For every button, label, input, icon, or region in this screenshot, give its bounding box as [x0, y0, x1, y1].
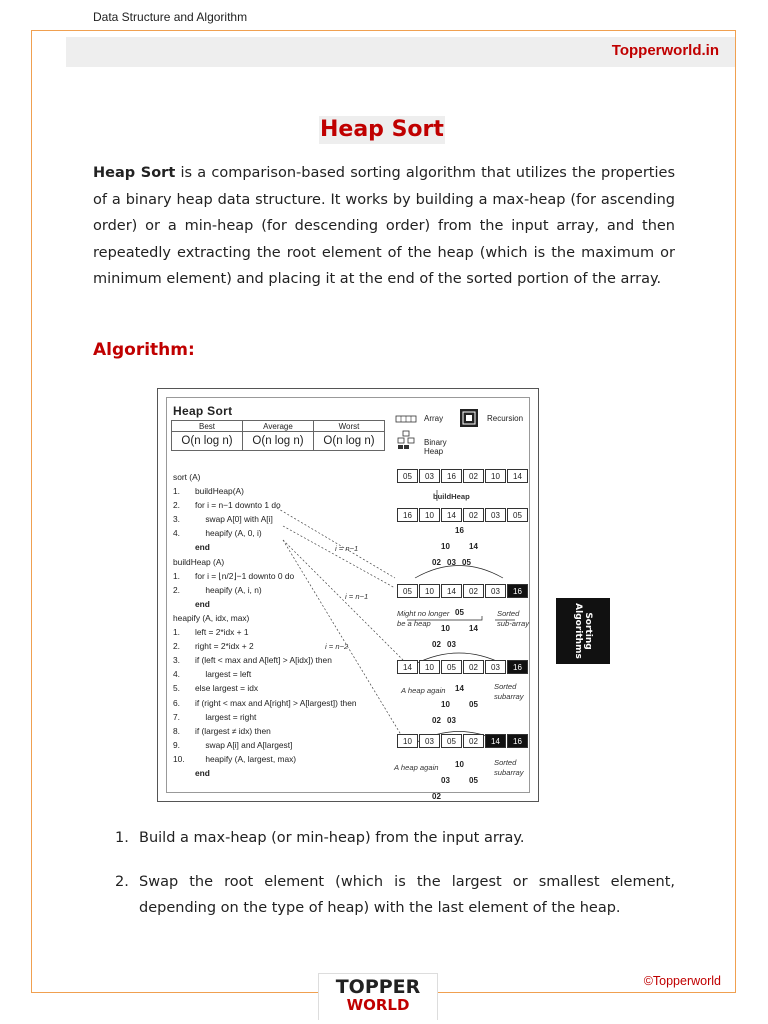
code-line-number: 2.	[173, 641, 180, 652]
code-line-text: buildHeap(A)	[195, 486, 244, 497]
code-line-text: largest = right	[203, 711, 257, 722]
code-line-number: 2.	[173, 500, 180, 511]
step-text: Swap the root element (which is the largest or smallest element, depending on the type of heap) with the last element of the heap.	[139, 873, 675, 917]
tree-node: 03	[447, 640, 456, 649]
label-i-n1: i = n−1	[335, 544, 359, 553]
side-tab-line2: Algorithms	[573, 603, 583, 659]
code-line-text: sort (A)	[173, 472, 201, 482]
array-row	[397, 734, 529, 748]
array-cell: 05	[397, 584, 418, 598]
array-cell: 14	[397, 660, 418, 674]
tree-node: 10	[441, 624, 450, 633]
array-cell: 10	[419, 584, 440, 598]
array-cell: 14	[441, 508, 462, 522]
array-cell: 16	[507, 584, 528, 598]
label-sorted-subarray: Sorted subarray	[494, 682, 524, 701]
tree-node: 10	[441, 700, 450, 709]
label-might-not-be-heap: Might no longer be a heap	[397, 609, 450, 628]
code-line-number: 4.	[173, 669, 180, 680]
sorting-algorithms-tab	[556, 598, 610, 664]
array-row	[397, 508, 529, 522]
tree-node: 14	[469, 542, 478, 551]
intro-paragraph	[93, 160, 675, 293]
array-cell: 10	[397, 734, 418, 748]
array-cell: 10	[419, 660, 440, 674]
code-line-number: 1.	[173, 627, 180, 638]
step-number: 2.	[115, 873, 129, 890]
array-cell: 16	[507, 660, 528, 674]
complexity-value: O(n log n)	[243, 432, 314, 451]
code-line-text: end	[195, 542, 210, 553]
code-line-text: heapify (A, i, n)	[203, 584, 262, 595]
code-line-text: for i = ⌊n/2⌋−1 downto 0 do	[195, 570, 295, 581]
array-cell: 10	[485, 469, 506, 483]
complexity-value: O(n log n)	[314, 432, 385, 451]
array-row	[397, 584, 529, 598]
code-line-number: 3.	[173, 655, 180, 666]
tree-node: 03	[447, 558, 456, 567]
tree-node: 05	[455, 608, 464, 617]
logo-line1: TOPPER	[335, 976, 421, 998]
array-cell: 03	[485, 584, 506, 598]
array-cell: 02	[463, 734, 484, 748]
code-line-text: swap A[i] and A[largest]	[203, 739, 293, 750]
legend-binary-heap: Binary Heap	[424, 438, 447, 456]
code-line-text: else largest = idx	[195, 683, 259, 694]
tree-node: 14	[455, 684, 464, 693]
site-bar	[66, 37, 735, 67]
code-line-text: if (largest ≠ idx) then	[195, 725, 271, 736]
tree-node: 05	[469, 700, 478, 709]
tree-node: 02	[432, 640, 441, 649]
tree-node: 14	[469, 624, 478, 633]
code-line-number: 1.	[173, 570, 180, 581]
tree-node: 03	[447, 716, 456, 725]
label-sorted-subarray-2: Sorted subarray	[494, 758, 524, 777]
legend-recursion: Recursion	[487, 414, 524, 423]
code-line-text: right = 2*idx + 2	[195, 641, 254, 652]
tree-node: 05	[462, 558, 471, 567]
code-line-text: end	[195, 598, 210, 609]
code-line-text: heapify (A, largest, max)	[203, 753, 297, 764]
step-item	[115, 825, 675, 852]
array-cell: 02	[463, 584, 484, 598]
code-line-number: 4.	[173, 528, 180, 539]
label-i-n1b: i = n−1	[345, 592, 369, 601]
heap-sort-figure	[157, 388, 539, 802]
site-name[interactable]: Topperworld.in	[611, 42, 719, 59]
tree-node: 10	[441, 542, 450, 551]
label-build-heap: buildHeap	[433, 492, 470, 501]
tree-node: 02	[432, 558, 441, 567]
code-line-text: end	[195, 767, 210, 778]
code-line-text: if (right < max and A[right] > A[largest]) then	[195, 697, 357, 708]
array-cell: 16	[441, 469, 462, 483]
array-cell: 16	[397, 508, 418, 522]
intro-bold-term: Heap Sort	[93, 165, 176, 181]
tree-node: 02	[432, 792, 441, 801]
document-title: Data Structure and Algorithm	[93, 10, 248, 24]
copyright: ©Topperworld	[643, 974, 721, 988]
legend-array: Array	[424, 414, 444, 423]
array-cell: 03	[419, 469, 440, 483]
complexity-header: Average	[243, 421, 314, 432]
array-cell: 02	[463, 469, 484, 483]
code-line-text: heapify (A, 0, i)	[203, 528, 262, 539]
side-tab-line1: Sorting	[583, 612, 593, 650]
complexity-header: Best	[172, 421, 243, 432]
array-row	[397, 660, 529, 674]
code-line-text: largest = left	[203, 669, 252, 680]
intro-text: is a comparison-based sorting algorithm that utilizes the properties of a binary heap data structure. It works by building a max-heap (for ascending order) or a min-heap (for descending order) from the input array, and then repeatedly extracting the root element of the heap (which is the maximum or minimum element) and placing it at the end of the sorted portion of the array.	[93, 165, 675, 288]
array-cell: 02	[463, 660, 484, 674]
array-cell: 03	[485, 508, 506, 522]
tree-node: 02	[432, 716, 441, 725]
figure-inner	[166, 397, 530, 801]
code-line-number: 3.	[173, 514, 180, 525]
complexity-value: O(n log n)	[172, 432, 243, 451]
code-line-text: swap A[0] with A[i]	[203, 514, 273, 525]
step-number: 1.	[115, 830, 129, 846]
label-i-n2: i = n−2	[325, 642, 349, 651]
code-line-number: 5.	[173, 683, 180, 694]
step-text: Build a max-heap (or min-heap) from the input array.	[139, 830, 525, 846]
array-cell: 16	[507, 734, 528, 748]
page-title: Heap Sort	[320, 117, 444, 142]
figure-title: Heap Sort	[173, 404, 233, 418]
code-line-number: 10.	[173, 753, 185, 764]
algorithm-steps	[115, 825, 675, 939]
array-cell: 03	[485, 660, 506, 674]
step-item	[115, 869, 675, 922]
logo-line2: WORLD	[346, 996, 410, 1014]
code-line-text: for i = n−1 downto 1 do	[195, 500, 281, 511]
label-heap-again-2: A heap again	[394, 763, 439, 772]
array-cell: 14	[485, 734, 506, 748]
code-line-number: 7.	[173, 711, 180, 722]
array-cell: 05	[441, 734, 462, 748]
code-line-number: 6.	[173, 697, 180, 708]
array-row	[397, 469, 529, 483]
code-line-number: 9.	[173, 739, 180, 750]
code-line-number: 2.	[173, 584, 180, 595]
code-line-text: if (left < max and A[left] > A[idx]) then	[195, 655, 332, 666]
tree-node: 05	[469, 776, 478, 785]
algorithm-heading: Algorithm:	[93, 340, 195, 360]
array-cell: 05	[397, 469, 418, 483]
array-cell: 10	[419, 508, 440, 522]
label-sorted-sub-array: Sorted sub-array	[497, 609, 530, 628]
code-line-number: 1.	[173, 486, 180, 497]
code-line-number: 8.	[173, 725, 180, 736]
array-cell: 05	[507, 508, 528, 522]
tree-node: 16	[455, 526, 464, 535]
array-cell: 14	[441, 584, 462, 598]
array-cell: 02	[463, 508, 484, 522]
array-cell: 05	[441, 660, 462, 674]
code-line-text: heapify (A, idx, max)	[173, 612, 250, 623]
label-heap-again: A heap again	[401, 686, 446, 695]
code-line-text: buildHeap (A)	[173, 556, 225, 567]
tree-node: 03	[441, 776, 450, 785]
topperworld-logo	[318, 973, 438, 1020]
tree-node: 10	[455, 760, 464, 769]
side-tab-label	[573, 603, 593, 659]
array-cell: 14	[507, 469, 528, 483]
complexity-header: Worst	[314, 421, 385, 432]
code-line-text: left = 2*idx + 1	[195, 627, 249, 638]
array-cell: 03	[419, 734, 440, 748]
